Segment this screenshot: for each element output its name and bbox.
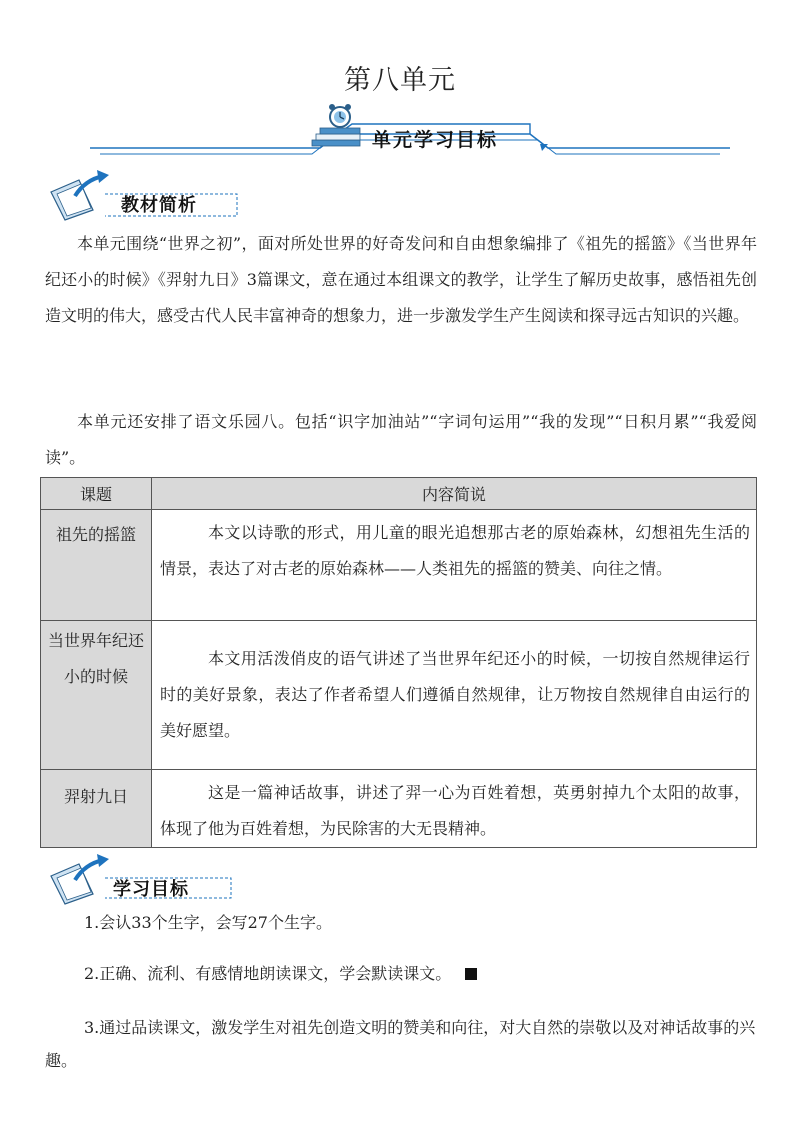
square-mark-icon xyxy=(465,968,477,980)
section-heading-analysis: 教材简析 xyxy=(121,195,197,216)
lesson-title-cell: 当世界年纪还小的时候 xyxy=(41,621,152,770)
table-row xyxy=(41,510,757,621)
analysis-paragraph-2: 本单元还安排了语文乐园八。包括“识字加油站”“字词句运用”“我的发现”“日积月累”“我爱阅读”。 xyxy=(45,412,757,467)
lesson-table xyxy=(40,477,757,848)
lesson-content-cell: 这是一篇神话故事，讲述了羿一心为百姓着想，英勇射掉九个太阳的故事，体现了他为百姓着想，为民除害的大无畏精神。 xyxy=(152,770,757,848)
goal-item: 1.会认33个生字，会写27个生字。 xyxy=(84,913,332,932)
page-title: 第八单元 xyxy=(344,65,456,96)
section-heading-goals: 学习目标 xyxy=(113,879,189,900)
lesson-title-cell: 祖先的摇篮 xyxy=(41,510,152,621)
books-clock-icon xyxy=(312,104,360,146)
table-row xyxy=(41,770,757,848)
lesson-content-cell: 本文以诗歌的形式，用儿童的眼光追想那古老的原始森林，幻想祖先生活的情景，表达了对古老的原始森林——人类祖先的摇篮的赞美、向往之情。 xyxy=(152,510,757,621)
folder-arrow-icon xyxy=(51,170,109,220)
banner-title: 单元学习目标 xyxy=(372,129,499,151)
lesson-content-cell: 本文用活泼俏皮的语气讲述了当世界年纪还小的时候，一切按自然规律运行时的美好景象，表达了作者希望人们遵循自然规律，让万物按自然规律自由运行的美好愿望。 xyxy=(152,621,757,770)
analysis-paragraph-1: 本单元围绕“世界之初”，面对所处世界的好奇发问和自由想象编排了《祖先的摇篮》《当世界年纪还小的时候》《羿射九日》3篇课文，意在通过本组课文的教学，让学生了解历史故事，感悟祖先创造文明的伟大，感受古代人民丰富神奇的想象力，进一步激发学生产生阅读和探寻远古知识的兴趣。 xyxy=(45,234,757,325)
table-row xyxy=(41,621,757,770)
table-header-cell: 课题 xyxy=(41,478,152,510)
folder-arrow-icon xyxy=(51,854,109,904)
table-header-row xyxy=(41,478,757,510)
table-header-cell: 内容简说 xyxy=(152,478,757,510)
goal-item: 2.正确、流利、有感情地朗读课文，学会默读课文。 xyxy=(84,961,477,984)
goal-item: 3.通过品读课文，激发学生对祖先创造文明的赞美和向往，对大自然的崇敬以及对神话故事的兴趣。 xyxy=(45,1018,756,1070)
lesson-title-cell: 羿射九日 xyxy=(41,770,152,848)
